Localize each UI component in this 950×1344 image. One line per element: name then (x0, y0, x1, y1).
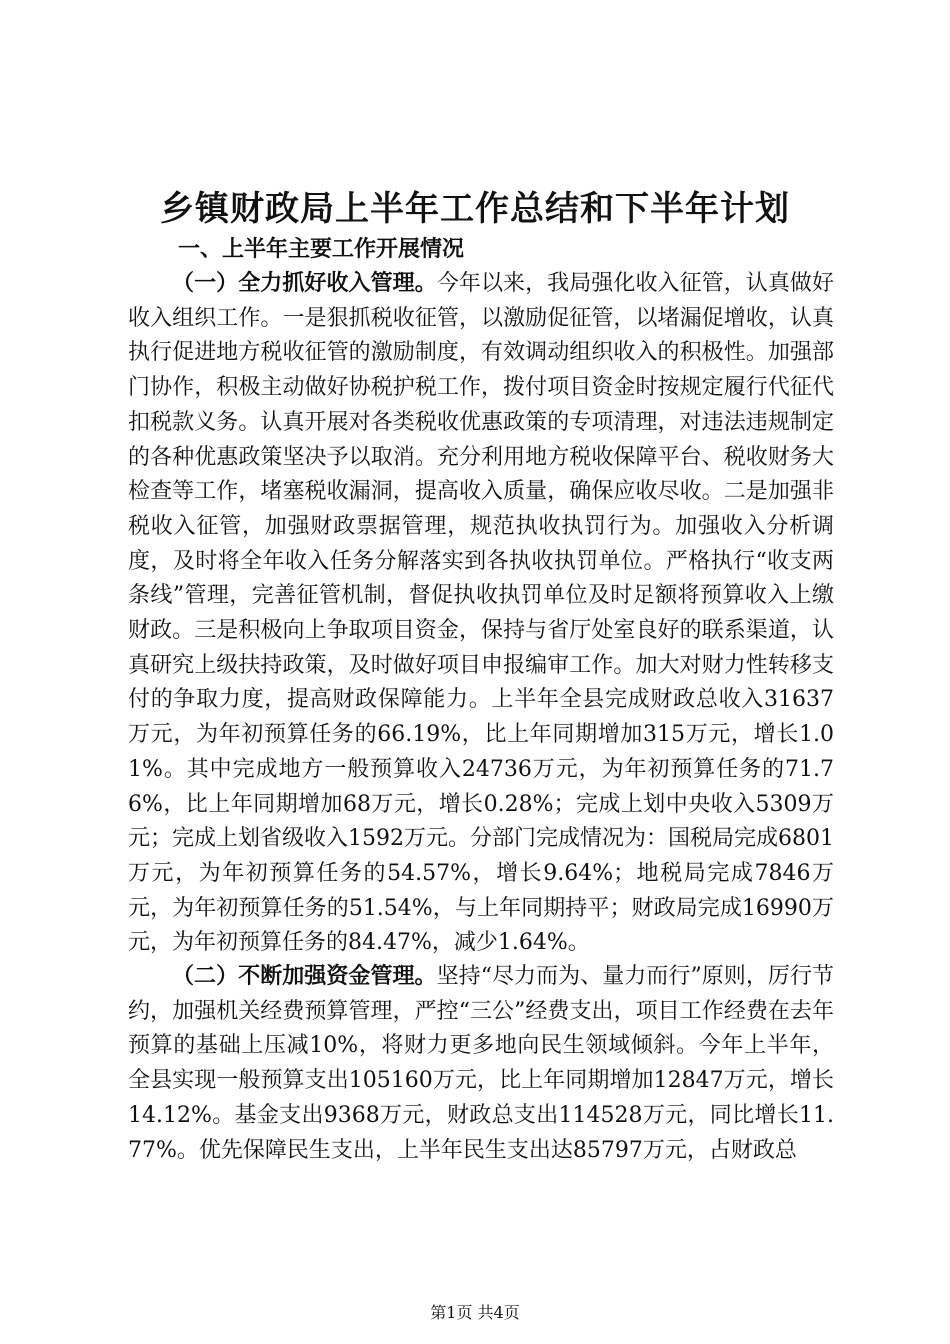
paragraph-body-text: 今年以来，我局强化收入征管，认真做好收入组织工作。一是狠抓税收征管，以激励促征管，以堵漏促增收，认真执行促进地方税收征管的激励制度，有效调动组织收入的积极性。加强部门协作，积极主动做好协税护税工作，拨付项目资金时按规定履行代征代扣税款义务。认真开展对各类税收优惠政策的专项清理，对违法违规制定的各种优惠政策坚决予以取消。充分利用地方税收保障平台、税收财务大检查等工作，堵塞税收漏洞，提高收入质量，确保应收尽收。二是加强非税收入征管，加强财政票据管理，规范执收执罚行为。加强收入分析调度，及时将全年收入任务分解落实到各执收执罚单位。严格执行“收支两条线”管理，完善征管机制，督促执收执罚单位及时足额将预算收入上缴财政。三是积极向上争取项目资金，保持与省厅处室良好的联系渠道，认真研究上级扶持政策，及时做好项目申报编审工作。加大对财力性转移支付的争取力度，提高财政保障能力。上半年全县完成财政总收入31637万元，为年初预算任务的66.19%，比上年同期增加315万元，增长1.01%。其中完成地方一般预算收入24736万元，为年初预算任务的71.76%，比上年同期增加68万元，增长0.28%；完成上划中央收入5309万元；完成上划省级收入1592万元。分部门完成情况为：国税局完成6801万元，为年初预算任务的54.57%，增长9.64%；地税局完成7846万元，为年初预算任务的51.54%，与上年同期持平；财政局完成16990万元，为年初预算任务的84.47%，减少1.64%。 (128, 271, 834, 956)
paragraph-lead-heading: （二）不断加强资金管理。 (172, 964, 437, 989)
document-title: 乡镇财政局上半年工作总结和下半年计划 (160, 189, 790, 229)
page-number-footer: 第1页 共4页 (430, 1303, 520, 1322)
paragraph-fund-management (128, 960, 834, 1168)
paragraph-body-text: 坚持“尽力而为、量力而行”原则，厉行节约，加强机关经费预算管理，严控“三公”经费支出，项目工作经费在去年预算的基础上压减10%，将财力更多地向民生领域倾斜。今年上半年，全县实现一般预算支出105160万元，比上年同期增加12847万元，增长14.12%。基金支出9368万元，财政总支出114528万元，同比增长11.77%。优先保障民生支出，上半年民生支出达85797万元，占财政总 (128, 964, 834, 1163)
section-heading: 一、上半年主要工作开展情况 (178, 237, 465, 262)
paragraph-income-management (128, 267, 834, 961)
paragraph-lead-heading: （一）全力抓好收入管理。 (172, 271, 437, 296)
